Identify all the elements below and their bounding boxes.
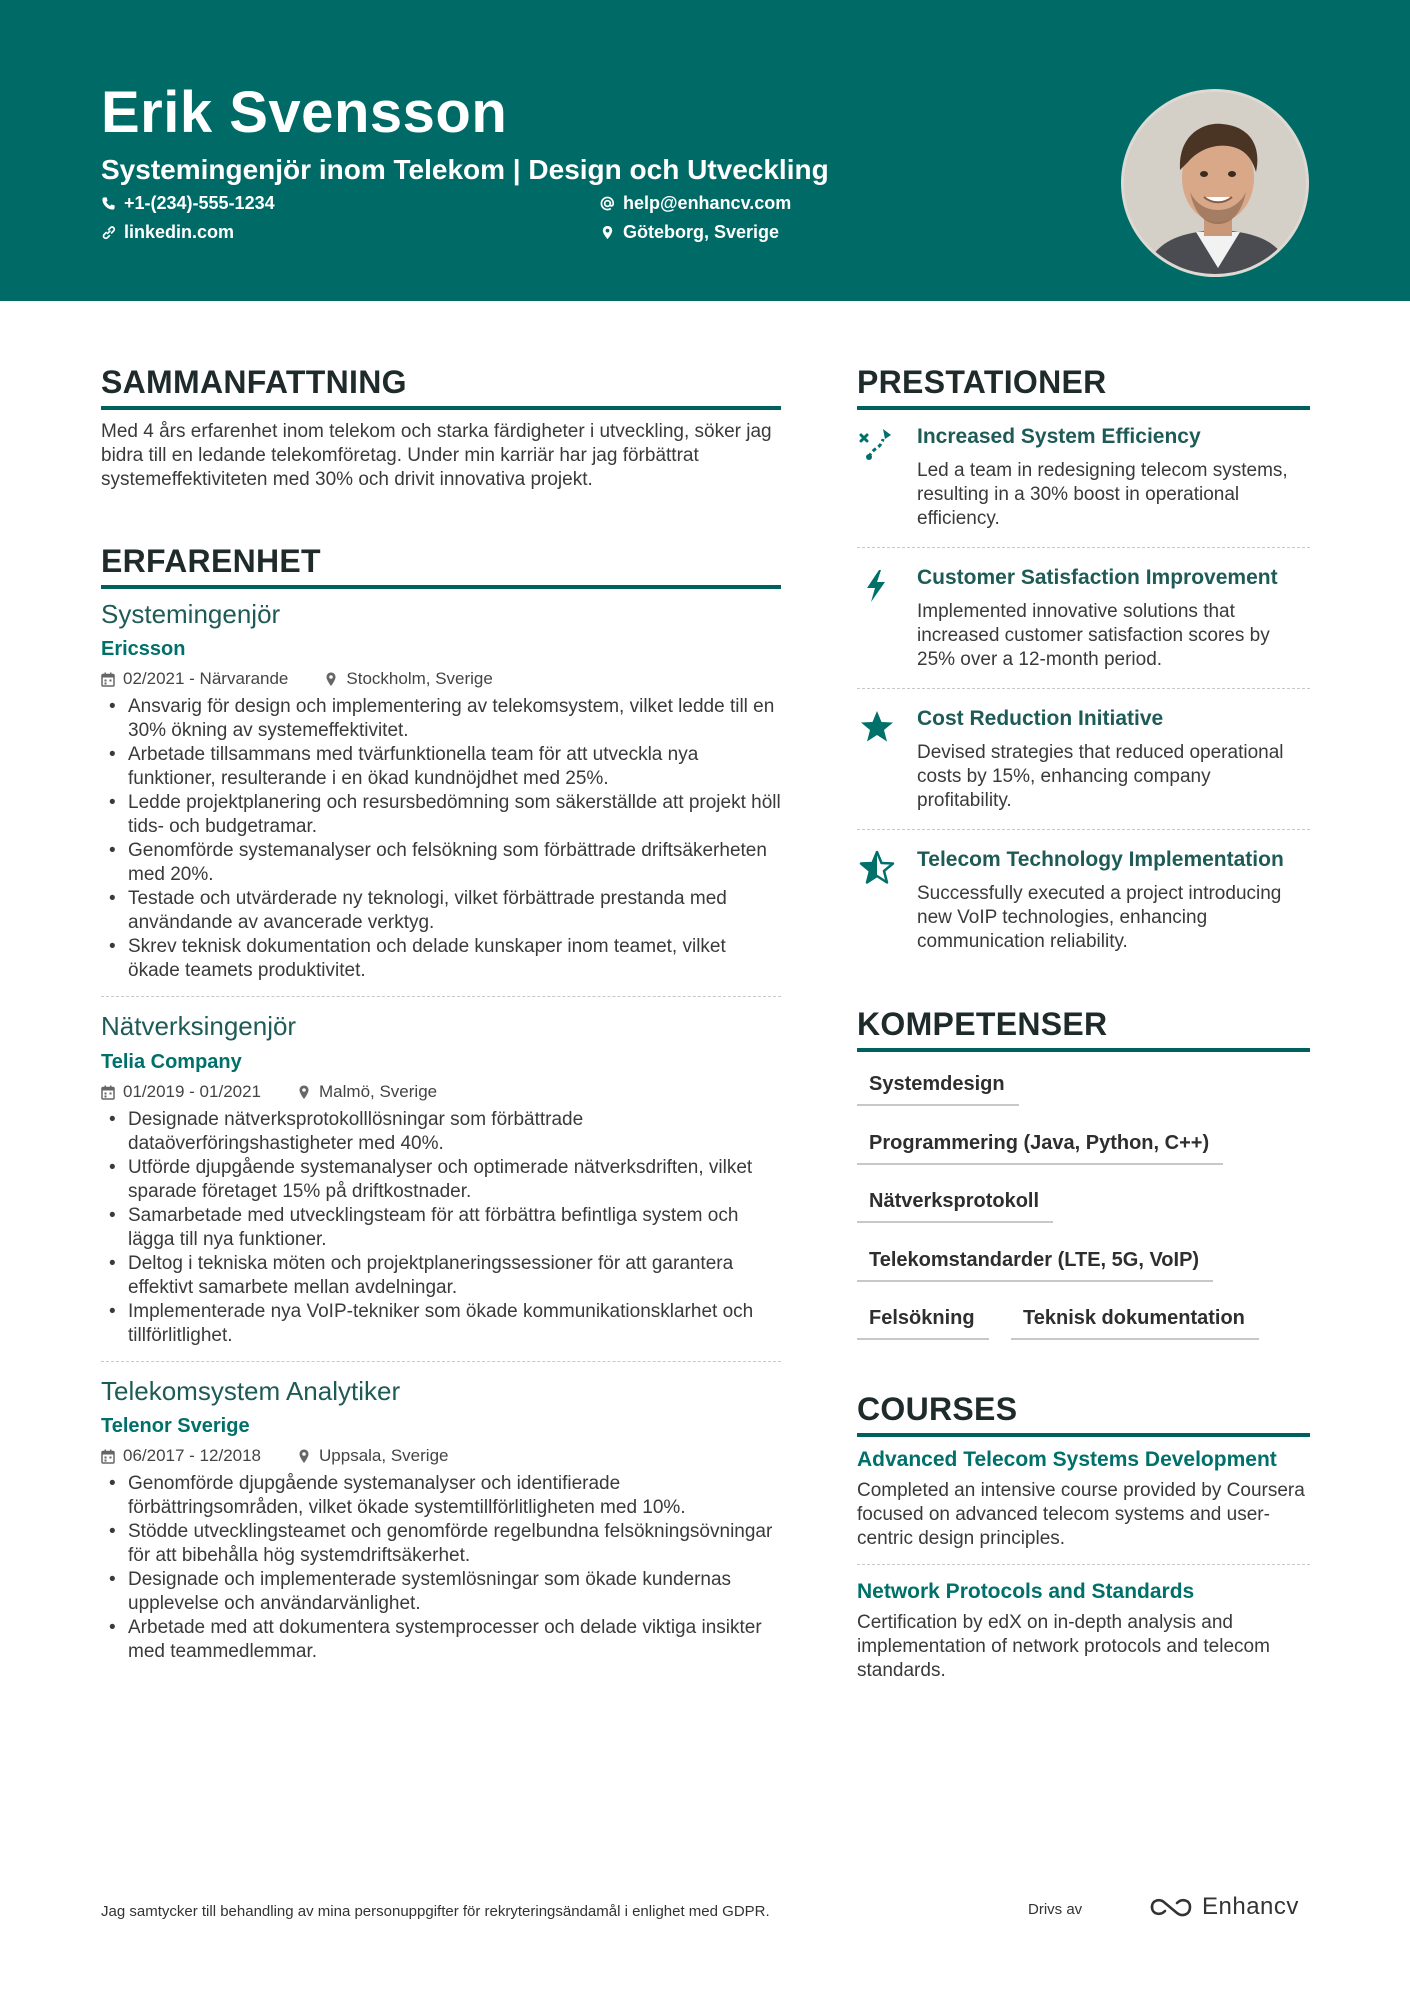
job-bullet: • Samarbetade med utvecklingsteam för att förbättra befintliga system och lägga till nya funktioner. — [101, 1204, 781, 1252]
job-dates: 01/2019 - 01/2021 — [123, 1082, 262, 1101]
skills-heading: KOMPETENSER — [857, 1008, 1310, 1052]
achievement-item — [857, 566, 1310, 686]
job-role: Telekomsystem Analytiker — [101, 1376, 401, 1406]
link-icon — [101, 225, 116, 240]
job-bullets — [101, 695, 781, 983]
profile-photo — [1121, 89, 1309, 277]
location-pin-icon — [297, 1085, 311, 1100]
course-desc: Certification by edX on in-depth analysis and implementation of network protocols and telecom standards. — [857, 1612, 1270, 1681]
gdpr-consent: Jag samtycker till behandling av mina personuppgifter för rekryteringsändamål i enlighet med GDPR. — [101, 1903, 770, 1920]
job-location: Stockholm, Sverige — [346, 669, 493, 688]
job-bullet: • Skrev teknisk dokumentation och delade kunskaper inom teamet, vilket ökade teamets produktivitet. — [101, 935, 781, 983]
phone-text: +1-(234)-555-1234 — [124, 193, 275, 213]
job-bullet: • Designade och implementerade systemlösningar som ökade kundernas upplevelse och användarvänlighet. — [101, 1568, 781, 1616]
job-role: Systemingenjör — [101, 599, 281, 629]
job-bullets — [101, 1108, 781, 1348]
course-title: Advanced Telecom Systems Development — [857, 1448, 1277, 1471]
job-dates: 02/2021 - Närvarande — [123, 669, 289, 688]
divider — [857, 829, 1310, 830]
location-pin-icon — [324, 672, 338, 687]
divider — [857, 547, 1310, 548]
divider — [857, 688, 1310, 689]
lightning-icon — [859, 568, 895, 604]
summary-heading: SAMMANFATTNING — [101, 366, 781, 410]
calendar-icon — [101, 1085, 115, 1100]
enhancv-brand-text: Enhancv — [1202, 1893, 1299, 1920]
star-half-icon — [859, 850, 895, 886]
divider — [101, 996, 781, 997]
job-company: Ericsson — [101, 638, 186, 660]
phone-icon — [101, 196, 116, 211]
job-bullet: • Arbetade tillsammans med tvärfunktionella team för att utveckla nya funktioner, resulterande i en ökad kundnöjdhet med 25%. — [101, 743, 781, 791]
achievement-title: Telecom Technology Implementation — [917, 848, 1284, 871]
job-bullets — [101, 1472, 781, 1664]
job-bullet: • Ledde projektplanering och resursbedömning som säkerställde att projekt höll tids- och budgetramar. — [101, 791, 781, 839]
star-icon — [859, 709, 895, 745]
avatar-illustration — [1124, 92, 1309, 277]
job-bullet: • Utförde djupgående systemanalyser och optimerade nätverksdriften, vilket sparade företaget 15% på driftkostnader. — [101, 1156, 781, 1204]
job-meta — [101, 669, 493, 689]
job-location: Malmö, Sverige — [319, 1082, 438, 1101]
job-bullet: • Stödde utvecklingsteamet och genomförde regelbundna felsökningsövningar för att bibehålla hög systemdriftsäkerhet. — [101, 1520, 781, 1568]
contact-phone[interactable] — [101, 193, 275, 214]
job-role: Nätverksingenjör — [101, 1011, 297, 1041]
job-bullet: • Testade och utvärderade ny teknologi, vilket förbättrade prestanda med användande av avancerade verktyg. — [101, 887, 781, 935]
job-company: Telia Company — [101, 1051, 242, 1073]
candidate-headline: Systemingenjör inom Telekom | Design och Utveckling — [101, 154, 829, 185]
achievement-title: Customer Satisfaction Improvement — [917, 566, 1278, 589]
divider — [857, 1564, 1310, 1565]
path-icon — [859, 427, 895, 463]
job-bullet: • Genomförde systemanalyser och felsökning som förbättrade driftsäkerheten med 20%. — [101, 839, 781, 887]
achievement-desc: Devised strategies that reduced operational costs by 15%, enhancing company profitability. — [917, 742, 1284, 811]
skill-tag: Felsökning — [857, 1307, 989, 1340]
contact-location — [600, 222, 779, 243]
candidate-name: Erik Svensson — [101, 80, 508, 145]
achievement-title: Cost Reduction Initiative — [917, 707, 1164, 730]
contact-linkedin[interactable] — [101, 222, 234, 243]
enhancv-logo-icon — [1148, 1894, 1194, 1920]
job-bullet: • Designade nätverksprotokolllösningar som förbättrade dataöverföringshastigheter med 40%. — [101, 1108, 781, 1156]
skill-tag: Nätverksprotokoll — [857, 1190, 1053, 1223]
job-company: Telenor Sverige — [101, 1415, 250, 1437]
at-icon — [600, 196, 615, 211]
course-desc: Completed an intensive course provided by Coursera focused on advanced telecom systems and user-centric design principles. — [857, 1480, 1305, 1549]
skill-tag: Systemdesign — [857, 1073, 1019, 1106]
achievement-desc: Implemented innovative solutions that increased customer satisfaction scores by 25% over a 12-month period. — [917, 601, 1270, 670]
job-bullet: • Deltog i tekniska möten och projektplaneringssessioner för att garantera effektivt samarbete mellan avdelningar. — [101, 1252, 781, 1300]
job-bullet: • Implementerade nya VoIP-tekniker som ökade kommunikationsklarhet och tillförlitlighet. — [101, 1300, 781, 1348]
job-bullet: • Genomförde djupgående systemanalyser och identifierade förbättringsområden, vilket ökade systemtillförlitligheten med 10%. — [101, 1472, 781, 1520]
skill-tag: Programmering (Java, Python, C++) — [857, 1132, 1223, 1165]
achievement-desc: Successfully executed a project introducing new VoIP technologies, enhancing communication reliability. — [917, 883, 1282, 952]
courses-heading: COURSES — [857, 1393, 1310, 1437]
achievement-item — [857, 425, 1310, 545]
summary-text: Med 4 års erfarenhet inom telekom och starka färdigheter i utveckling, söker jag bidra till en ledande telekomföretag. Under min karriär har jag förbättrat systemeffektiviteten med 30% och drivit innovativa projekt. — [101, 421, 772, 490]
job-meta — [101, 1082, 437, 1102]
job-dates: 06/2017 - 12/2018 — [123, 1446, 262, 1465]
contact-email[interactable] — [600, 193, 791, 214]
calendar-icon — [101, 672, 115, 687]
powered-by-label: Drivs av — [1028, 1901, 1083, 1918]
email-text: help@enhancv.com — [623, 193, 792, 213]
resume-header — [0, 0, 1410, 301]
achievement-item — [857, 707, 1310, 827]
divider — [101, 1361, 781, 1362]
linkedin-text: linkedin.com — [124, 222, 235, 242]
location-text: Göteborg, Sverige — [623, 222, 780, 242]
enhancv-logo[interactable] — [1148, 1893, 1299, 1921]
location-pin-icon — [600, 225, 615, 240]
achievements-heading: PRESTATIONER — [857, 366, 1310, 410]
achievement-item — [857, 848, 1310, 968]
job-location: Uppsala, Sverige — [319, 1446, 449, 1465]
calendar-icon — [101, 1449, 115, 1464]
location-pin-icon — [297, 1449, 311, 1464]
job-bullet: • Ansvarig för design och implementering av telekomsystem, vilket ledde till en 30% ökning av systemeffektivitet. — [101, 695, 781, 743]
course-title: Network Protocols and Standards — [857, 1580, 1195, 1603]
skill-tag: Teknisk dokumentation — [1011, 1307, 1259, 1340]
achievement-desc: Led a team in redesigning telecom systems, resulting in a 30% boost in operational efficiency. — [917, 460, 1288, 529]
experience-heading: ERFARENHET — [101, 545, 781, 589]
achievement-title: Increased System Efficiency — [917, 425, 1201, 448]
skill-tag: Telekomstandarder (LTE, 5G, VoIP) — [857, 1249, 1213, 1282]
job-meta — [101, 1446, 448, 1466]
job-bullet: • Arbetade med att dokumentera systemprocesser och delade viktiga insikter med teammedlemmar. — [101, 1616, 781, 1664]
